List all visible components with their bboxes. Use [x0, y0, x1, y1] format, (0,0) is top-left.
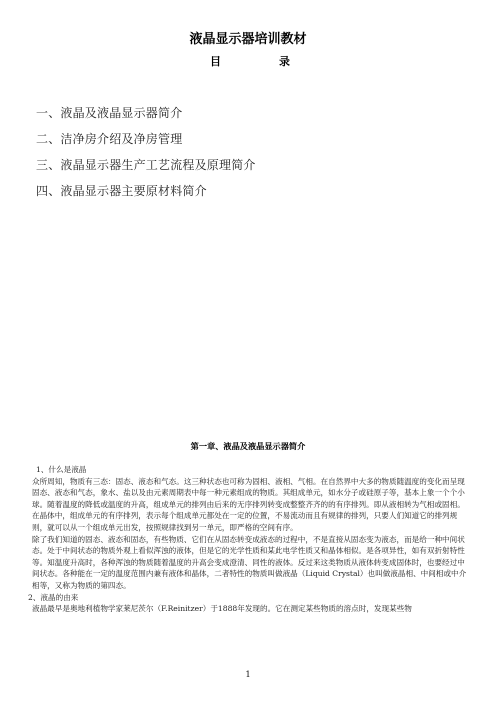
page-number: 1 — [245, 670, 251, 679]
document-title: 液晶显示器培训教材 — [189, 32, 307, 47]
paragraph: 除了我们知道的固态、液态和固态，有些物质、它们在从固态转变成液态的过程中，不是直接从固态变为液态，而是给一种中间状态。处于中间状态的物质外观上看似浑浊的液体，但是它的光学性质和某此电学性质又和晶体相似。是各项异性，如有双折射特性等。知温度升高时，各种浑浊的物质随着温度的升高会变成澄清、同性的液体。反过来这类物质从液体转变成固体时，也要经过中间状态。各种能在一定的温度范围内兼有液体和晶体，二者特性的物质叫做液晶（Liquid Crystal）也叫做液晶相、中间相或中介相等，又称为物质的第四态。 — [32, 534, 467, 590]
toc-item[interactable]: 二、洁净房介绍及净房管理 — [36, 132, 183, 146]
chapter-body — [28, 464, 472, 615]
toc-item[interactable]: 四、液晶显示器主要原材料简介 — [36, 184, 207, 198]
paragraph: 众所周知，物质有三态：固态、液态和气态。这三种状态也可称为固相、液相、气相。在自然界中大多的物质随温度的变化而呈现固态、液态和气态，象水、盐以及由元素周期表中每一种元素组成的物质。其组成单元，如水分子或硅原子等，基本上象一个个小球。随着温度的降低或温度的升高，组成单元的排列由后来的无序排列转变成整整齐齐的的有序排列。即从液相转为气相或固相。在晶体中，组成单元的有序排列，表示每个组成单元都处在一定的位置，不易流动而且有规律的排列，只要人们知道它的排列规则，就可以从一个组成单元出发，按照规律找到另一单元，即严格的空间有序。 — [32, 476, 465, 532]
toc-item[interactable]: 三、液晶显示器生产工艺流程及原理简介 — [36, 158, 256, 172]
toc-item[interactable]: 一、液晶及液晶显示器简介 — [36, 106, 183, 120]
toc-heading-char-1: 目 — [210, 55, 221, 68]
paragraph: 液晶最早是奥地利植物学家莱尼茨尔（F.Reinitzer）于1888年发现的。它在测定某些物质的溶点时，发现某些物 — [32, 604, 412, 614]
toc-heading — [210, 53, 290, 69]
section-heading: 2、液晶的由来 — [28, 592, 79, 602]
table-of-contents — [36, 100, 256, 204]
toc-heading-char-2: 录 — [279, 55, 290, 68]
chapter-title: 第一章、液晶及液晶显示器简介 — [190, 441, 306, 451]
section-heading: 1、什么是液晶 — [36, 465, 87, 474]
